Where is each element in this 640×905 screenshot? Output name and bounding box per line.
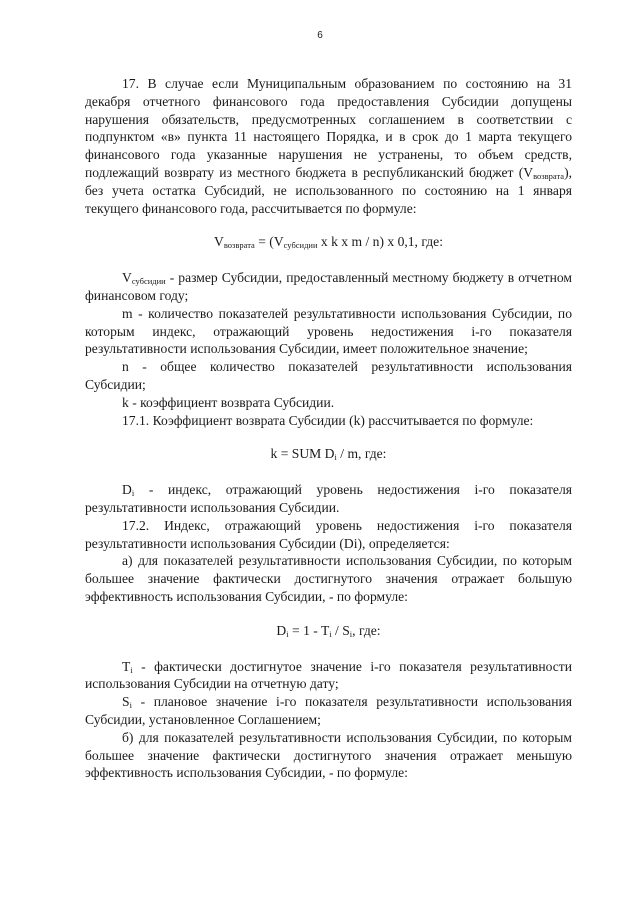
- definition-k: k - коэффициент возврата Субсидии.: [122, 394, 335, 410]
- formula-di: $D_i = 1 - T_i / S_i$, где:: [276, 622, 381, 639]
- paragraph-17: 17. В случае если Муниципальным образованием по состоянию на 31 декабря отчетного финансового года предоставления Субсидии допущены нарушения обязательств, предусмотренных соглашением в соответствии с подпунктом «в» пункта 11 настоящего Порядка, и в срок до 1 марта текущего финансового года указанные нарушения не устранены, то объем средств, подлежащий возврату из местного бюджета в республиканский бюджет $(V_{возврата})$, без учета остатка Субсидий, не использованного по состоянию на 1 января текущего финансового года, рассчитывается по формуле:: [85, 76, 572, 216]
- document-body: [85, 75, 572, 782]
- formula-k: k = SUM $D_i$ / m, где:: [270, 446, 387, 463]
- paragraph-17-2: 17.2. Индекс, отражающий уровень недостижения i-го показателя результативности использования Субсидии (Di), определяется:: [85, 517, 572, 551]
- definition-ti: $T_i$ - фактически достигнутое значение i-го показателя результативности использования Субсидии на отчетную дату;: [85, 658, 572, 692]
- page-number: 6: [317, 30, 323, 41]
- paragraph-a: а) для показателей результативности использования Субсидии, по которым большее значение фактически достигнутого значения отражает большую эффективность использования Субсидии, - по формуле:: [85, 553, 572, 604]
- definition-di: $D_i$ - индекс, отражающий уровень недостижения i-го показателя результативности использования Субсидии.: [85, 482, 572, 515]
- definition-m: m - количество показателей результативности использования Субсидии, по которым индекс, отражающий уровень недостижения i-го показателя результативности использования Субсидии, имеет положительное значение;: [85, 305, 572, 357]
- paragraph-17-1: 17.1. Коэффициент возврата Субсидии (k) рассчитывается по формуле:: [122, 412, 534, 428]
- paragraph-b: б) для показателей результативности использования Субсидии, по которым большее значение фактически достигнутого значения отражает меньшую эффективность использования Субсидии, - по формуле:: [85, 729, 572, 781]
- definition-si: $S_i$ - плановое значение i-го показателя результативности использования Субсидии, установленное Соглашением;: [85, 694, 572, 727]
- formula-v-return: $V_{возврата} = (V_{субсидии}$ x k x m / n) x 0,1, где:: [214, 234, 443, 251]
- definition-n: n - общее количество показателей результативности использования Субсидии;: [85, 359, 572, 392]
- definition-v-subsidy: $V_{субсидии}$ - размер Субсидии, предоставленный местному бюджету в отчетном финансовом году;: [85, 270, 572, 303]
